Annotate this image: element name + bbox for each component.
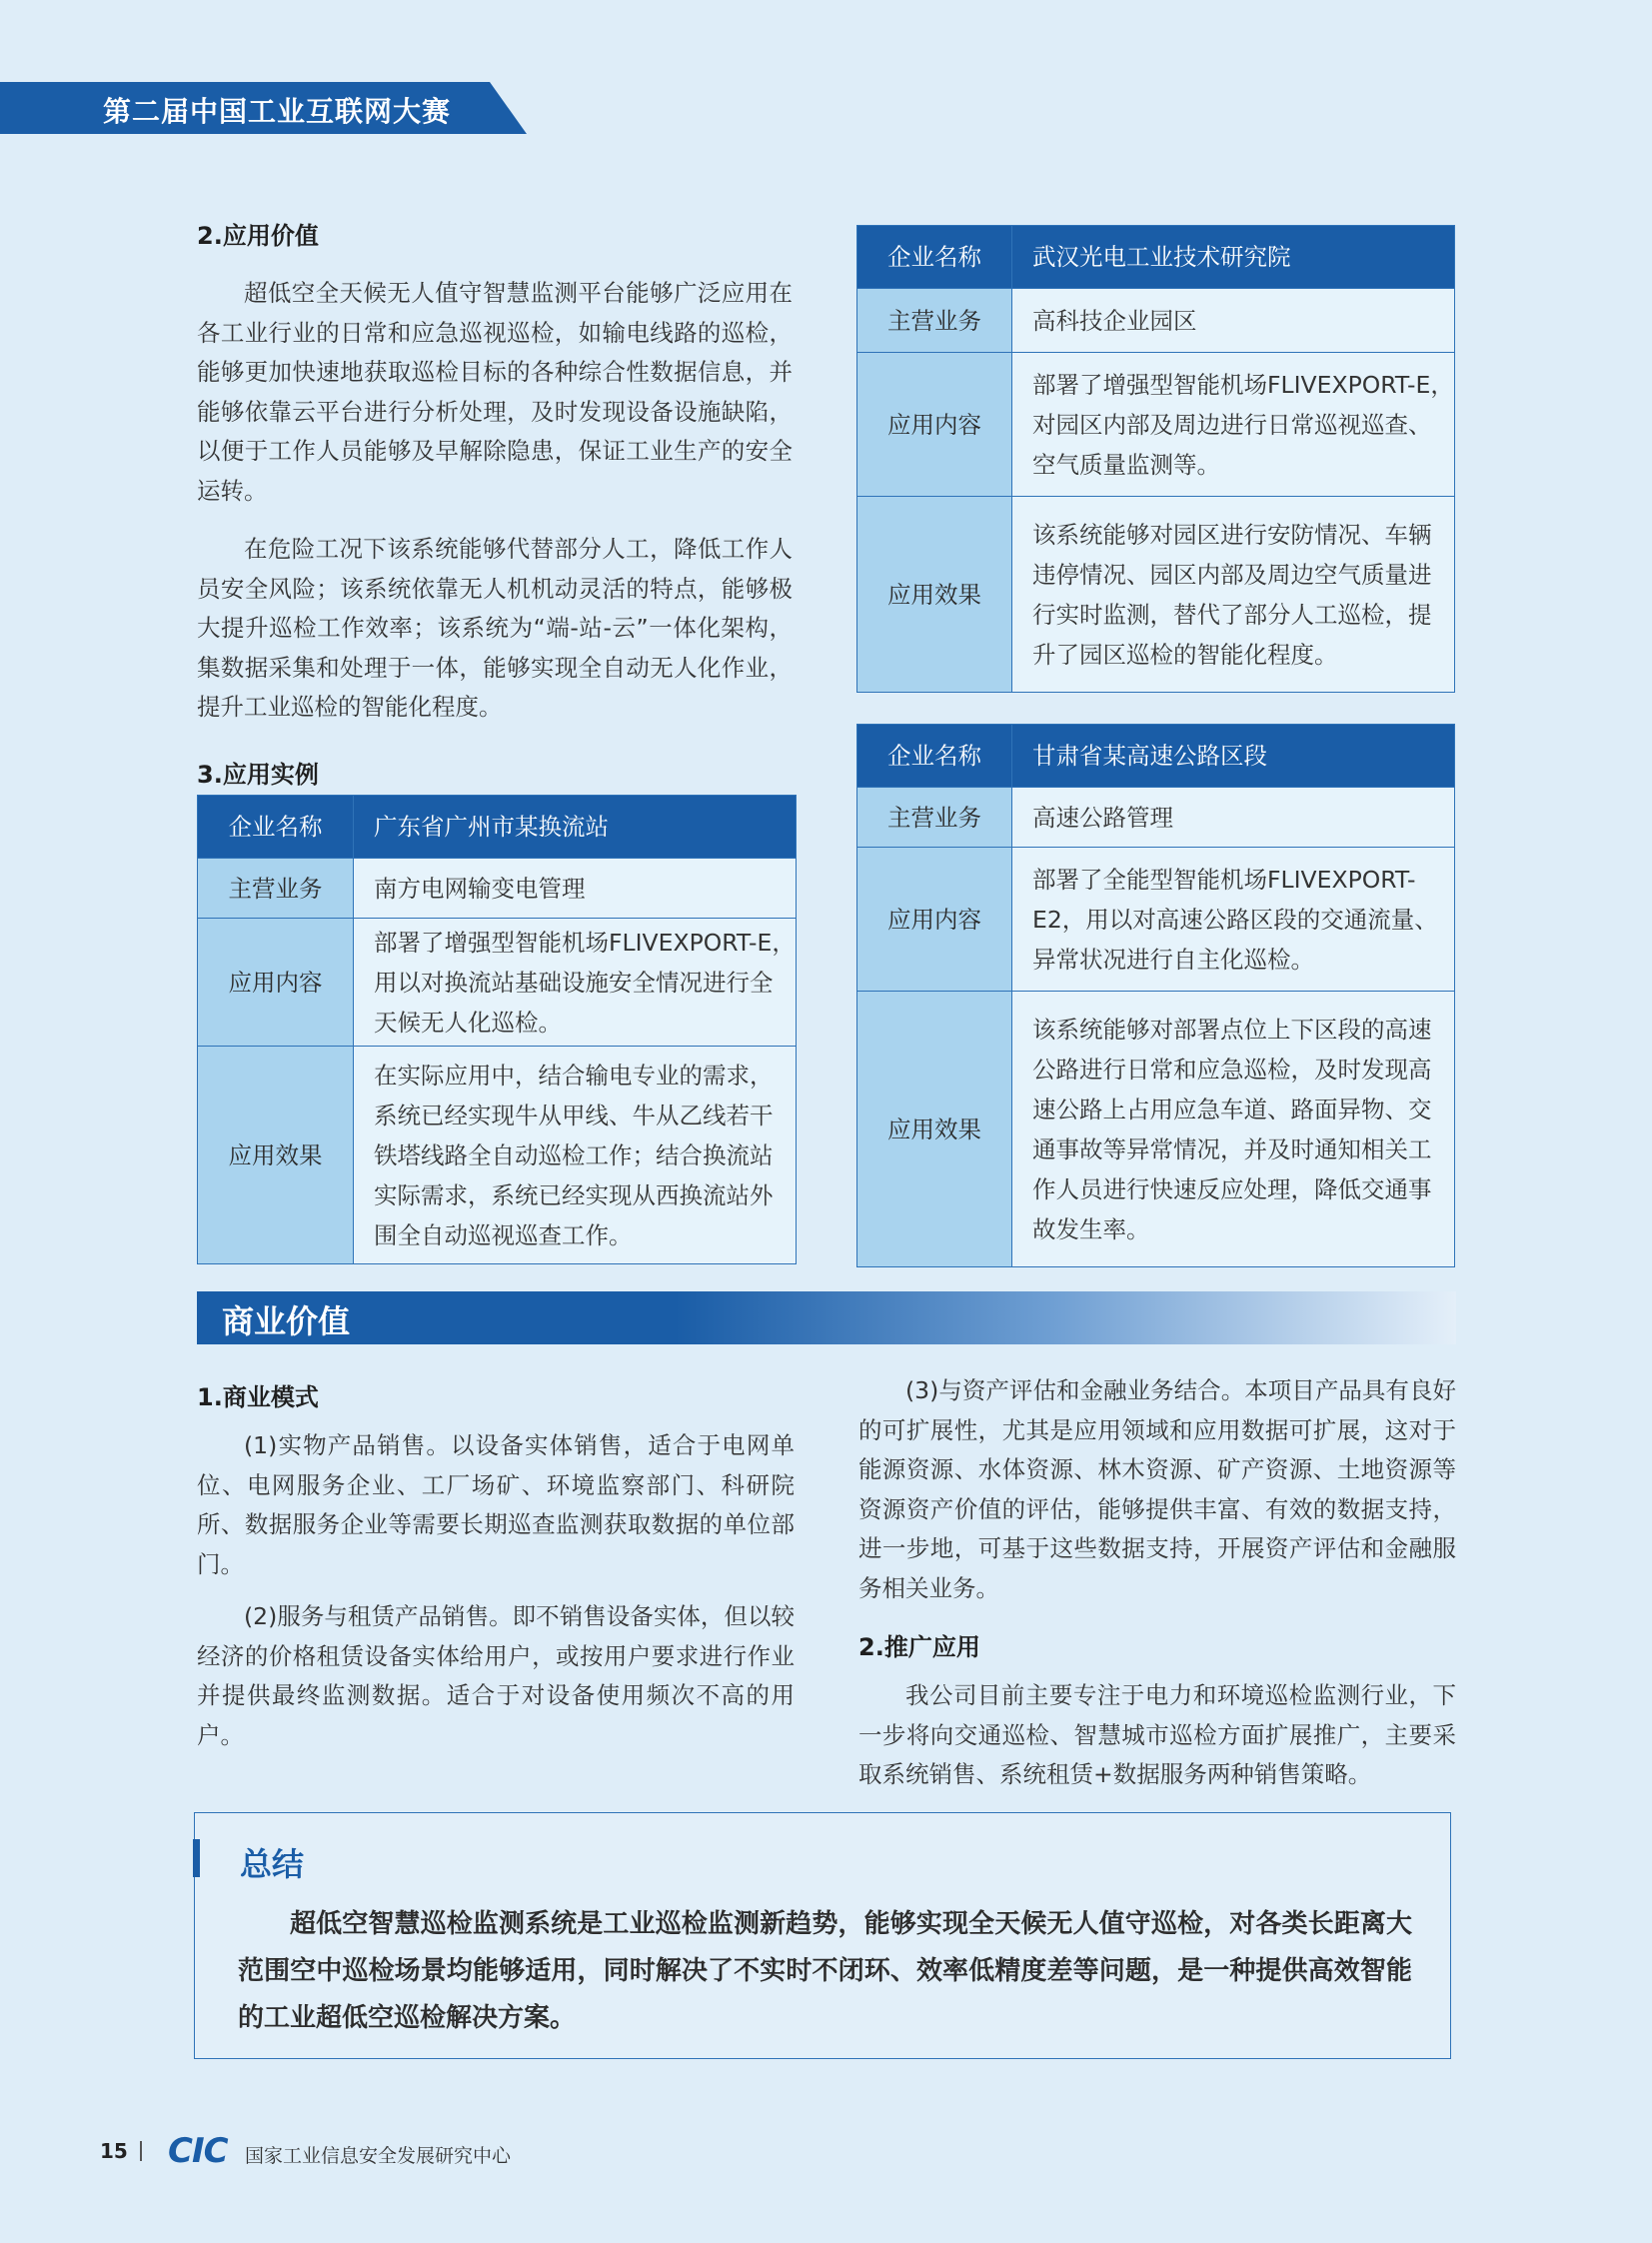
- table-key: 应用效果: [857, 497, 1012, 693]
- table-row: [857, 289, 1455, 353]
- model-paragraph-1: (1)实物产品销售。以设备实体销售，适合于电网单位、电网服务企业、工厂场矿、环境监察部门、科研院所、数据服务企业等需要长期巡查监测获取数据的单位部门。: [197, 1431, 795, 1578]
- table-value: 南方电网输变电管理: [354, 859, 797, 919]
- case-table-gansu: [856, 724, 1455, 1267]
- table-row: [857, 725, 1455, 788]
- table-value: 武汉光电工业技术研究院: [1012, 226, 1455, 289]
- promo-heading: 2.推广应用: [858, 1633, 980, 1661]
- table-value: 甘肃省某高速公路区段: [1012, 725, 1455, 788]
- table-value: 部署了增强型智能机场FLIVEXPORT-E，用以对换流站基础设施安全情况进行全天候无人化巡检。: [354, 919, 797, 1047]
- table-key: 应用效果: [198, 1047, 354, 1264]
- table-key: 主营业务: [857, 788, 1012, 848]
- value-paragraph-2: 在危险工况下该系统能够代替部分人工，降低工作人员安全风险；该系统依靠无人机机动灵活的特点，能够极大提升巡检工作效率；该系统为“端-站-云”一体化架构，集数据采集和处理于一体，能够实现全自动无人化作业，提升工业巡检的智能化程度。: [197, 535, 793, 721]
- footer-divider: [140, 2141, 142, 2161]
- table-key: 应用内容: [857, 353, 1012, 497]
- section-title: 商业价值: [222, 1302, 351, 1340]
- table-key: 主营业务: [857, 289, 1012, 353]
- model-paragraph-2: (2)服务与租赁产品销售。即不销售设备实体，但以较经济的价格租赁设备实体给用户，或按用户要求进行作业并提供最终监测数据。适合于对设备使用频次不高的用户。: [197, 1602, 795, 1749]
- cic-logo: CIC: [168, 2131, 228, 2171]
- table-row: [857, 226, 1455, 289]
- model-heading: 1.商业模式: [197, 1383, 319, 1411]
- case-table-guangzhou: [197, 795, 797, 1264]
- table-key: 企业名称: [198, 796, 354, 859]
- section-bar: [197, 1291, 1456, 1344]
- table-row: [198, 796, 797, 859]
- table-value: 部署了增强型智能机场FLIVEXPORT-E，对园区内部及周边进行日常巡视巡查、空气质量监测等。: [1012, 353, 1455, 497]
- publication-title: 第二届中国工业互联网大赛: [103, 95, 452, 128]
- table-key: 应用效果: [857, 992, 1012, 1267]
- table-value: 高速公路管理: [1012, 788, 1455, 848]
- table-value: 在实际应用中，结合输电专业的需求，系统已经实现牛从甲线、牛从乙线若干铁塔线路全自动巡检工作；结合换流站实际需求，系统已经实现从西换流站外围全自动巡视巡查工作。: [354, 1047, 797, 1264]
- table-row: [857, 788, 1455, 848]
- table-value: 部署了全能型智能机场FLIVEXPORT-E2，用以对高速公路区段的交通流量、异常状况进行自主化巡检。: [1012, 848, 1455, 992]
- table-row: [857, 497, 1455, 693]
- case-heading: 3.应用实例: [197, 761, 319, 789]
- page-number: 15: [100, 2139, 128, 2163]
- summary-text: 超低空智慧巡检监测系统是工业巡检监测新趋势，能够实现全天候无人值守巡检，对各类长距离大范围空中巡检场景均能够适用，同时解决了不实时不闭环、效率低精度差等问题，是一种提供高效智能的工业超低空巡检解决方案。: [238, 1909, 1412, 2033]
- case-table-wuhan: [856, 225, 1455, 693]
- table-key: 企业名称: [857, 725, 1012, 788]
- table-key: 企业名称: [857, 226, 1012, 289]
- table-value: 高科技企业园区: [1012, 289, 1455, 353]
- table-key: 主营业务: [198, 859, 354, 919]
- table-value: 广东省广州市某换流站: [354, 796, 797, 859]
- table-key: 应用内容: [857, 848, 1012, 992]
- table-row: [198, 919, 797, 1047]
- organization-name: 国家工业信息安全发展研究中心: [245, 2145, 512, 2167]
- table-row: [198, 859, 797, 919]
- table-row: [857, 848, 1455, 992]
- table-row: [857, 992, 1455, 1267]
- table-key: 应用内容: [198, 919, 354, 1047]
- table-value: 该系统能够对部署点位上下区段的高速公路进行日常和应急巡检，及时发现高速公路上占用应急车道、路面异物、交通事故等异常情况，并及时通知相关工作人员进行快速反应处理，降低交通事故发生率。: [1012, 992, 1455, 1267]
- value-paragraph-1: 超低空全天候无人值守智慧监测平台能够广泛应用在各工业行业的日常和应急巡视巡检，如输电线路的巡检，能够更加快速地获取巡检目标的各种综合性数据信息，并能够依靠云平台进行分析处理，及时发现设备设施缺陷，以便于工作人员能够及早解除隐患，保证工业生产的安全运转。: [197, 279, 793, 505]
- summary-marker: [193, 1839, 200, 1877]
- model-paragraph-3: (3)与资产评估和金融业务结合。本项目产品具有良好的可扩展性，尤其是应用领域和应用数据可扩展，这对于能源资源、水体资源、林木资源、矿产资源、土地资源等资源资产价值的评估，能够提供丰富、有效的数据支持，进一步地，可基于这些数据支持，开展资产评估和金融服务相关业务。: [858, 1376, 1456, 1602]
- table-value: 该系统能够对园区进行安防情况、车辆违停情况、园区内部及周边空气质量进行实时监测，替代了部分人工巡检，提升了园区巡检的智能化程度。: [1012, 497, 1455, 693]
- value-heading: 2.应用价值: [197, 222, 319, 250]
- promo-paragraph: 我公司目前主要专注于电力和环境巡检监测行业，下一步将向交通巡检、智慧城市巡检方面扩展推广，主要采取系统销售、系统租赁+数据服务两种销售策略。: [858, 1681, 1456, 1788]
- summary-title: 总结: [240, 1845, 305, 1883]
- table-row: [857, 353, 1455, 497]
- table-row: [198, 1047, 797, 1264]
